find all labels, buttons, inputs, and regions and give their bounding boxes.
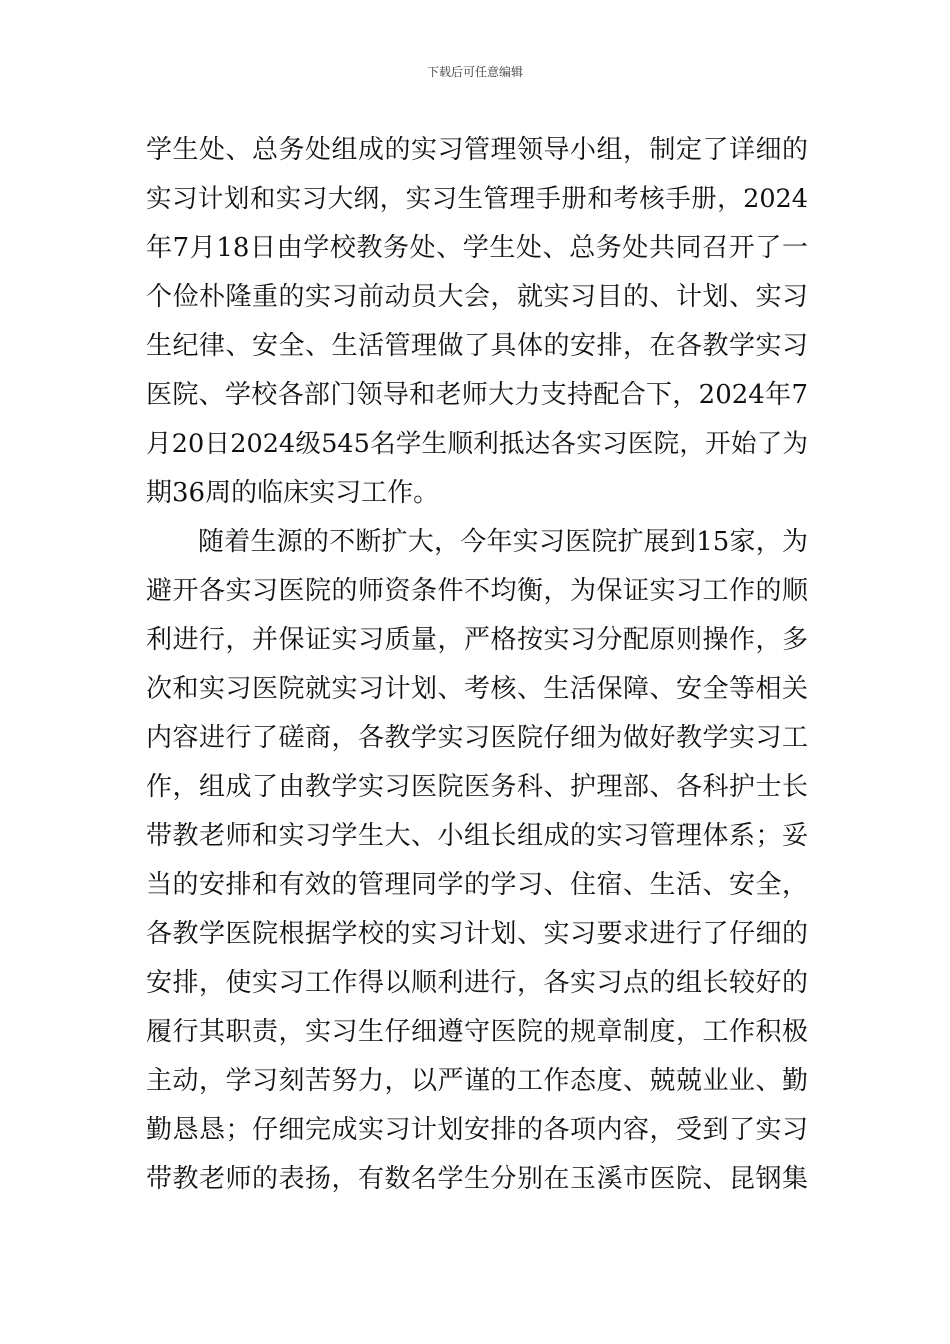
text-line: 带教老师和实习学生大、小组长组成的实习管理体系；妥: [146, 821, 808, 851]
document-body: [146, 126, 808, 1204]
text-line: 各教学医院根据学校的实习计划、实习要求进行了仔细的: [146, 919, 808, 949]
paragraph-1: [146, 126, 808, 518]
text-line: 个俭朴隆重的实习前动员大会，就实习目的、计划、实习: [146, 282, 808, 312]
paragraph-2: [146, 518, 808, 1204]
text-line: 避开各实习医院的师资条件不均衡，为保证实习工作的顺: [146, 576, 808, 606]
text-line: 作，组成了由教学实习医院医务科、护理部、各科护士长: [146, 772, 808, 802]
text-line: 带教老师的表扬，有数名学生分别在玉溪市医院、昆钢集: [146, 1164, 808, 1194]
text-line: 当的安排和有效的管理同学的学习、住宿、生活、安全，: [146, 870, 808, 900]
text-line: 安排，使实习工作得以顺利进行，各实习点的组长较好的: [146, 968, 808, 998]
text-line: 年7月18日由学校教务处、学生处、总务处共同召开了一: [146, 233, 808, 263]
page-header: 下载后可任意编辑: [426, 65, 523, 79]
text-line: 利进行，并保证实习质量，严格按实习分配原则操作，多: [146, 625, 808, 655]
text-line: 生纪律、安全、生活管理做了具体的安排，在各教学实习: [146, 331, 808, 361]
text-line: 月20日2024级545名学生顺利抵达各实习医院，开始了为: [146, 429, 808, 459]
text-line: 医院、学校各部门领导和老师大力支持配合下，2024年7: [146, 380, 808, 410]
text-line: 期36周的临床实习工作。: [146, 478, 440, 508]
text-line: 主动，学习刻苦努力，以严谨的工作态度、兢兢业业、勤: [146, 1066, 808, 1096]
text-line: 学生处、总务处组成的实习管理领导小组，制定了详细的: [146, 135, 808, 165]
text-line: 内容进行了磋商，各教学实习医院仔细为做好教学实习工: [146, 723, 808, 753]
text-line: 次和实习医院就实习计划、考核、生活保障、安全等相关: [146, 674, 808, 704]
text-line: 履行其职责，实习生仔细遵守医院的规章制度，工作积极: [146, 1017, 808, 1047]
text-line: 勤恳恳；仔细完成实习计划安排的各项内容，受到了实习: [146, 1115, 808, 1145]
text-line: 实习计划和实习大纲，实习生管理手册和考核手册，2024: [146, 184, 808, 214]
text-line: 随着生源的不断扩大，今年实习医院扩展到15家，为: [198, 527, 808, 557]
